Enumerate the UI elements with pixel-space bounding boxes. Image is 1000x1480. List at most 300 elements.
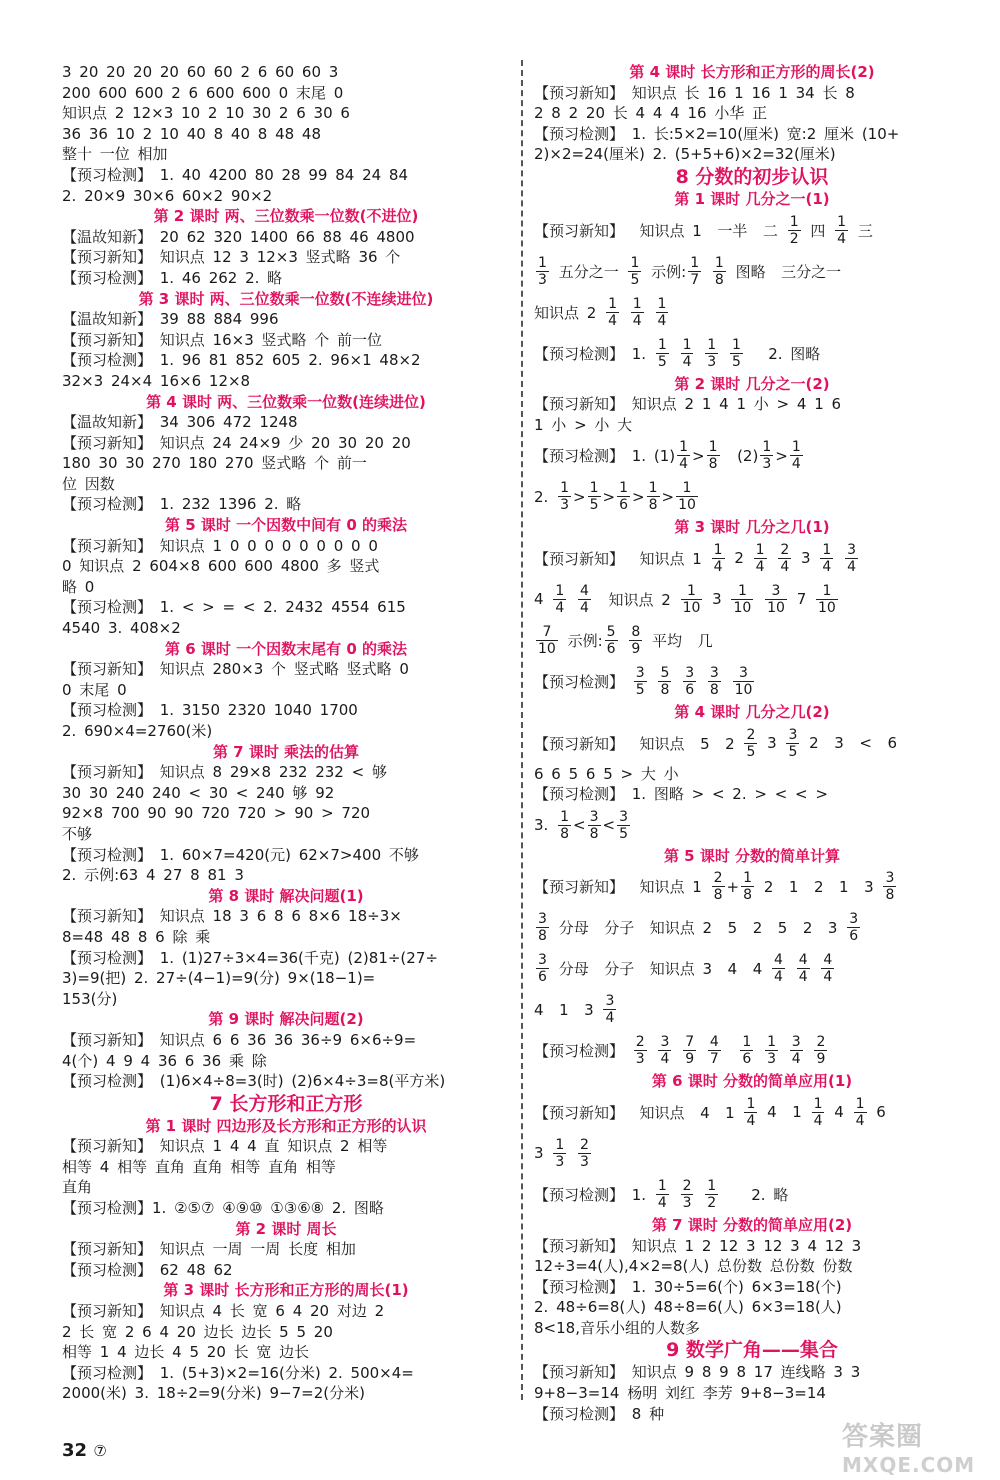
fraction: [821, 952, 834, 985]
denominator: 7: [709, 1051, 719, 1068]
numerator: 4: [798, 952, 808, 969]
denominator: 3: [767, 1051, 776, 1068]
fraction: [740, 1034, 753, 1067]
fraction: [558, 480, 571, 513]
denominator: 7: [690, 271, 700, 288]
text-run: [723, 1042, 739, 1060]
fraction: [647, 480, 660, 513]
text-run: <: [602, 816, 616, 835]
denominator: 3: [762, 456, 772, 473]
page-number: 32: [62, 1440, 88, 1461]
text-run: [769, 549, 777, 567]
denominator: 3: [682, 1194, 692, 1211]
fraction: [754, 542, 767, 575]
fraction: [705, 1178, 718, 1211]
numerator: 3: [589, 808, 599, 825]
text-run: 4 1: [759, 1103, 810, 1122]
fraction: [854, 1096, 867, 1129]
denominator: 9: [816, 1051, 826, 1068]
denominator: 4: [755, 558, 765, 575]
text-run: 3: [793, 549, 819, 568]
denominator: 10: [682, 599, 701, 616]
fraction: [772, 952, 785, 985]
answer-line: 【温故知新】 20 62 320 1400 66 88 46 4800: [62, 227, 415, 246]
answer-line: 2. 示例:63 4 27 8 81 3: [62, 866, 244, 885]
text-run: [620, 631, 628, 649]
numerator: 3: [771, 582, 781, 599]
answer-line: 【预习新知】 知识点 1 0 0 0 0 0 0 0 0 0: [62, 536, 378, 555]
numerator: 1: [708, 439, 718, 456]
answer-line: 【温故知新】 34 306 472 1248: [62, 413, 298, 432]
denominator: 4: [813, 1112, 823, 1129]
answer-line: 8=48 48 8 6 除 乘: [62, 927, 211, 946]
answer-line: 【预习新知】 知识点 8 29×8 232 232 < 够: [62, 763, 387, 782]
answer-line-fractions: [534, 1092, 970, 1133]
text-run: [649, 672, 657, 690]
fraction: [605, 624, 618, 657]
fraction: [536, 255, 549, 288]
denominator: 4: [847, 558, 856, 575]
denominator: 10: [734, 681, 753, 698]
answer-line-fractions: [534, 435, 970, 476]
denominator: 4: [679, 456, 689, 473]
text-run: 4 1 3: [534, 1000, 602, 1019]
fraction: [790, 1034, 803, 1067]
fraction: [588, 480, 601, 513]
numerator: 4: [580, 582, 589, 599]
lesson-heading: 第 7 课时 分数的简单应用(2): [651, 1215, 853, 1234]
text-run: 3: [759, 734, 785, 753]
numerator: 1: [679, 439, 689, 456]
denominator: 4: [580, 599, 589, 616]
numerator: 1: [555, 582, 565, 599]
answer-line: 【预习检测】 1. 长:5×2=10(厘米) 宽:2 厘米 (10+: [534, 124, 900, 143]
answer-line: 4(个) 4 9 4 36 6 36 乘 除: [62, 1051, 267, 1070]
numerator: 3: [788, 726, 798, 743]
denominator: 4: [791, 456, 801, 473]
denominator: 5: [731, 353, 741, 370]
denominator: 2: [789, 230, 799, 247]
lesson-heading: 第 9 课时 解决问题(2): [208, 1010, 364, 1029]
denominator: 3: [538, 271, 547, 288]
numerator: 1: [560, 808, 570, 825]
denominator: 4: [605, 1010, 615, 1027]
fraction: [788, 214, 801, 247]
numerator: 5: [660, 664, 670, 681]
answer-line: 36 36 10 2 10 40 8 40 8 48 48: [62, 124, 322, 143]
fraction: [797, 952, 810, 985]
numerator: 1: [632, 295, 642, 312]
answer-line: 相等 4 相等 直角 直角 相等 直角 相等: [62, 1157, 336, 1176]
answer-line: 【预习检测】 8 种: [534, 1404, 665, 1423]
text-run: >: [661, 487, 675, 506]
denominator: 4: [822, 558, 832, 575]
numerator: 1: [767, 1034, 776, 1051]
fraction: [631, 296, 644, 329]
answer-line-fractions: [534, 620, 970, 661]
answer-line: 【预习检测】 1. 3150 2320 1040 1700: [62, 701, 358, 720]
answer-line: 【预习新知】 知识点 长 16 1 16 1 34 长 8: [534, 83, 855, 102]
denominator: 8: [660, 681, 670, 698]
answer-line-fractions: [534, 805, 970, 846]
answer-line-fractions: [534, 661, 970, 702]
numerator: 2: [635, 1034, 645, 1051]
numerator: 3: [660, 1034, 670, 1051]
text-run: >: [692, 446, 705, 465]
text-run: 4: [534, 590, 552, 609]
lesson-heading: 第 2 课时 几分之一(2): [674, 374, 830, 393]
denominator: 8: [538, 928, 547, 945]
text-run: 五分之一: [550, 262, 627, 281]
answer-line: 3 20 20 20 20 60 60 2 6 60 60 3: [62, 63, 339, 81]
denominator: 8: [560, 825, 570, 842]
numerator: 3: [538, 911, 547, 928]
numerator: 1: [746, 1095, 756, 1112]
numerator: 1: [837, 213, 847, 230]
text-run: 示例:: [559, 631, 603, 650]
answer-line: 【预习新知】 知识点 4 长 宽 6 4 20 对边 2: [62, 1302, 385, 1321]
denominator: 10: [818, 599, 836, 616]
numerator: 1: [690, 254, 700, 271]
fraction: [683, 665, 696, 698]
text-run: [805, 1042, 813, 1060]
numerator: 4: [823, 952, 833, 969]
fraction: [765, 583, 787, 616]
fraction: [705, 337, 718, 370]
answer-line: 【预习检测】 1. 图略 > < 2. > < < >: [534, 785, 828, 804]
answer-line: 略 0: [62, 577, 95, 596]
denominator: 5: [788, 743, 798, 760]
text-run: 3: [704, 590, 730, 609]
text-run: 分母 分子 知识点 3 4 4: [550, 960, 771, 979]
denominator: 5: [589, 497, 599, 514]
answer-line: 【预习检测】 1. 60×7=420(元) 62×7>400 不够: [62, 845, 419, 864]
denominator: 2: [707, 1194, 717, 1211]
text-run: 3: [534, 1144, 552, 1163]
fraction: [730, 337, 743, 370]
fraction: [847, 911, 860, 944]
text-run: 三: [850, 221, 873, 240]
text-run: 【预习检测】: [534, 1042, 632, 1061]
denominator: 4: [774, 969, 783, 986]
text-run: [812, 960, 820, 978]
numerator: 3: [605, 993, 615, 1010]
fraction: [603, 993, 616, 1026]
text-run: [698, 672, 706, 690]
lesson-heading: 第 4 课时 两、三位数乘一位数(连续进位): [146, 392, 426, 411]
fraction: [658, 1034, 671, 1067]
answer-line: 2. 48÷6=8(人) 48÷8=6(人) 6×3=18(人): [534, 1298, 842, 1317]
answer-line: 【预习新知】 知识点 2 1 4 1 小 > 4 1 6: [534, 395, 842, 414]
denominator: 8: [589, 825, 599, 842]
answer-line: 【预习检测】 1. (1)27÷3×4=36(千克) (2)81÷(27÷: [62, 948, 438, 967]
numerator: 2: [682, 1177, 692, 1194]
numerator: 2: [746, 726, 756, 743]
denominator: 3: [580, 1153, 589, 1170]
lesson-heading: 第 3 课时 几分之几(1): [674, 518, 830, 537]
fraction: [845, 542, 858, 575]
answer-line: 不够: [62, 824, 93, 843]
lesson-heading: 第 4 课时 长方形和正方形的周长(2): [629, 63, 875, 81]
lesson-heading: 第 6 课时 分数的简单应用(1): [651, 1072, 853, 1091]
answer-line: 【预习检测】 1. 232 1396 2. 略: [62, 495, 302, 514]
numerator: 1: [630, 254, 640, 271]
answer-line: 9+8−3=14 杨明 刘红 李芳 9+8−3=14: [534, 1384, 826, 1403]
denominator: 4: [682, 353, 692, 370]
text-run: 【预习新知】 知识点 1: [534, 549, 710, 568]
numerator: 3: [619, 808, 629, 825]
lesson-heading: 第 5 课时 分数的简单计算: [663, 846, 841, 865]
text-run: [621, 303, 629, 321]
text-run: 平均 几: [644, 631, 713, 650]
text-run: 6: [868, 1103, 886, 1122]
numerator: 1: [555, 1136, 565, 1153]
numerator: 3: [847, 541, 856, 558]
numerator: 1: [731, 336, 741, 353]
answer-line-fractions: [534, 476, 970, 517]
text-run: <: [573, 816, 586, 835]
text-run: 【预习检测】 1. (1): [534, 447, 676, 466]
text-run: +: [726, 877, 740, 896]
answer-line-fractions: [534, 1174, 970, 1215]
text-run: 【预习新知】 知识点 1: [534, 878, 710, 897]
numerator: 1: [560, 480, 570, 497]
answer-line: 【预习检测】 1. < > = < 2. 2432 4554 615: [62, 598, 406, 617]
lesson-heading: 第 2 课时 周长: [235, 1219, 337, 1238]
answer-line: 【预习新知】 知识点 一周 一周 长度 相加: [62, 1240, 356, 1259]
text-run: 2: [726, 549, 752, 568]
answer-line-fractions: [534, 866, 970, 907]
text-run: 7: [788, 590, 815, 609]
answer-line: 直角: [62, 1178, 93, 1197]
fraction: [588, 809, 601, 842]
text-run: (2): [721, 446, 759, 465]
numerator: 1: [657, 295, 667, 312]
answer-line: 200 600 600 2 6 600 600 0 末尾 0: [62, 83, 344, 102]
text-run: >: [775, 446, 788, 465]
answer-line-fractions: [534, 333, 970, 374]
numerator: 1: [707, 336, 717, 353]
page-footer: [62, 1440, 107, 1461]
answer-line: 【预习新知】 知识点 12 3 12×3 竖式略 36 个: [62, 248, 401, 267]
answer-line: 相等 1 4 边长 4 5 20 长 宽 边长: [62, 1343, 310, 1362]
fraction: [617, 480, 630, 513]
fraction: [790, 439, 803, 472]
fraction: [786, 727, 799, 760]
answer-line-fractions: [534, 210, 970, 251]
answer-line: 【预习检测】 (1)6×4÷8=3(时) (2)6×4÷3=8(平方米): [62, 1072, 446, 1091]
answer-line: 2 长 宽 2 6 4 20 边长 边长 5 5 20: [62, 1322, 333, 1341]
denominator: 4: [555, 599, 565, 616]
numerator: 4: [774, 952, 783, 969]
numerator: 1: [657, 336, 667, 353]
fraction: [812, 1096, 825, 1129]
text-run: >: [602, 487, 616, 506]
denominator: 4: [657, 312, 667, 329]
answer-line: 180 30 30 270 180 270 竖式略 个 前一: [62, 454, 367, 473]
text-run: >: [573, 487, 586, 506]
answer-line: 0 末尾 0: [62, 680, 127, 699]
denominator: 4: [746, 1112, 756, 1129]
fraction: [708, 1034, 721, 1067]
denominator: 4: [660, 1051, 670, 1068]
numerator: 3: [635, 664, 645, 681]
answer-line: 【预习检测】 62 48 62: [62, 1260, 233, 1279]
denominator: 4: [632, 312, 642, 329]
denominator: 4: [608, 312, 618, 329]
denominator: 6: [606, 640, 616, 657]
fraction: [708, 665, 721, 698]
answer-line-fractions: [534, 948, 970, 989]
numerator: 1: [657, 1177, 667, 1194]
fraction: [883, 870, 896, 903]
text-run: [780, 1042, 788, 1060]
denominator: 3: [560, 497, 570, 514]
answer-line: 8<18,音乐小组的人数多: [534, 1318, 700, 1337]
fraction: [617, 809, 630, 842]
answer-line: 【预习检测】 1. 30÷5=6(个) 6×3=18(个): [534, 1277, 842, 1296]
text-run: [673, 672, 681, 690]
text-run: [703, 262, 711, 280]
text-run: 2.: [534, 487, 557, 506]
watermark-url: MXQE.COM: [842, 1453, 976, 1477]
denominator: 9: [685, 1051, 695, 1068]
numerator: 1: [682, 336, 692, 353]
answer-line: 6 6 5 6 5 > 大 小: [534, 764, 679, 783]
fraction: [578, 583, 591, 616]
fraction: [656, 296, 669, 329]
denominator: 5: [630, 271, 640, 288]
denominator: 8: [885, 887, 895, 904]
answer-line-fractions: [534, 1030, 970, 1071]
text-run: 【预习检测】 1.: [534, 344, 654, 363]
numerator: 7: [685, 1034, 695, 1051]
numerator: 8: [631, 623, 641, 640]
numerator: 1: [789, 213, 799, 230]
text-run: 四: [802, 221, 834, 240]
numerator: 1: [737, 582, 747, 599]
text-run: 图略 三分之一: [727, 262, 842, 281]
fraction: [634, 665, 647, 698]
numerator: 1: [608, 295, 618, 312]
answer-line: 【预习新知】 知识点 280×3 个 竖式略 竖式略 0: [62, 660, 409, 679]
denominator: 4: [780, 558, 790, 575]
answer-line-fractions: [534, 989, 970, 1030]
answer-line: 1 小 > 小 大: [534, 415, 633, 434]
fraction: [677, 439, 690, 472]
denominator: 10: [538, 640, 556, 657]
text-run: >: [632, 487, 645, 506]
numerator: 2: [713, 870, 723, 887]
text-run: [695, 344, 703, 362]
fraction: [676, 480, 698, 513]
numerator: 1: [755, 541, 765, 558]
text-run: 【预习检测】: [534, 672, 632, 691]
denominator: 4: [713, 558, 723, 575]
fraction: [629, 624, 642, 657]
denominator: 5: [657, 353, 667, 370]
fraction: [814, 1034, 827, 1067]
fraction: [741, 870, 754, 903]
text-run: 分母 分子 知识点 2 5 2 5 2 3: [550, 919, 846, 938]
fraction: [688, 255, 701, 288]
lesson-heading: 第 4 课时 几分之几(2): [674, 702, 830, 721]
numerator: 2: [816, 1034, 826, 1051]
fraction: [681, 337, 694, 370]
unit-heading: 9 数学广角——集合: [666, 1339, 838, 1362]
answer-line-fractions: [534, 579, 970, 620]
numerator: 1: [822, 541, 832, 558]
denominator: 10: [767, 599, 785, 616]
answer-line: 【预习新知】 知识点 24 24×9 少 20 30 20 20: [62, 433, 411, 452]
answer-line: 【预习检测】 1. 96 81 852 605 2. 96×1 48×2: [62, 351, 421, 370]
answer-line-fractions: [534, 1133, 970, 1174]
answer-line: 30 30 240 240 < 30 < 240 够 92: [62, 783, 335, 802]
fraction: [733, 665, 755, 698]
denominator: 6: [538, 969, 547, 986]
answer-line-fractions: [534, 251, 970, 292]
denominator: 4: [837, 230, 847, 247]
text-run: [720, 344, 728, 362]
answer-line-fractions: [534, 538, 970, 579]
numerator: 3: [538, 952, 547, 969]
numerator: 3: [791, 1034, 801, 1051]
text-run: 3.: [534, 816, 557, 835]
watermark-text: 答案圈: [842, 1422, 924, 1452]
answer-line: 3)=9(把) 2. 27÷(4−1)=9(分) 9×(18−1)=: [62, 969, 376, 988]
fraction: [712, 542, 725, 575]
numerator: 1: [742, 1034, 752, 1051]
lesson-heading: 第 6 课时 一个因数末尾有 0 的乘法: [165, 639, 407, 658]
lesson-heading: 第 7 课时 乘法的估算: [212, 742, 360, 761]
text-run: 【预习检测】 1.: [534, 1185, 654, 1204]
answer-line-fractions: [534, 292, 970, 333]
fraction: [536, 911, 549, 944]
fraction: [606, 296, 619, 329]
answer-line: 【预习新知】 知识点 18 3 6 8 6 8×6 18÷3×: [62, 907, 402, 926]
answer-line: 92×8 700 90 90 720 720 > 90 > 720: [62, 804, 371, 823]
numerator: 1: [714, 254, 724, 271]
fraction: [558, 809, 571, 842]
answer-line: 12÷3=4(人),4×2=8(人) 总份数 总份数 份数: [534, 1257, 853, 1276]
denominator: 5: [635, 681, 645, 698]
denominator: 3: [635, 1051, 645, 1068]
text-run: [723, 672, 731, 690]
fraction: [816, 583, 838, 616]
text-run: 知识点 2: [592, 590, 679, 609]
fraction: [553, 583, 566, 616]
text-run: 2. 图略: [744, 344, 821, 363]
lesson-heading: 第 5 课时 一个因数中间有 0 的乘法: [165, 516, 407, 535]
answer-line: 整十 一位 相加: [62, 145, 168, 164]
denominator: 9: [631, 640, 641, 657]
numerator: 1: [855, 1095, 865, 1112]
answer-line: 32×3 24×4 16×6 12×8: [62, 371, 251, 390]
answer-line: 2000(米) 3. 18÷2=9(分米) 9−7=2(分米): [62, 1384, 365, 1403]
text-run: [673, 1042, 681, 1060]
text-run: [755, 590, 763, 608]
text-run: 2. 略: [720, 1185, 789, 1204]
denominator: 8: [743, 887, 753, 904]
answer-line: 2 8 2 20 长 4 4 4 16 小华 正: [534, 104, 768, 123]
answer-line: 位 因数: [62, 474, 115, 493]
edition-mark: ⑦: [93, 1442, 107, 1460]
left-column: [62, 62, 510, 1404]
fraction: [656, 1178, 669, 1211]
denominator: 6: [685, 681, 695, 698]
unit-heading: 7 长方形和正方形: [209, 1092, 363, 1115]
fraction: [683, 1034, 696, 1067]
